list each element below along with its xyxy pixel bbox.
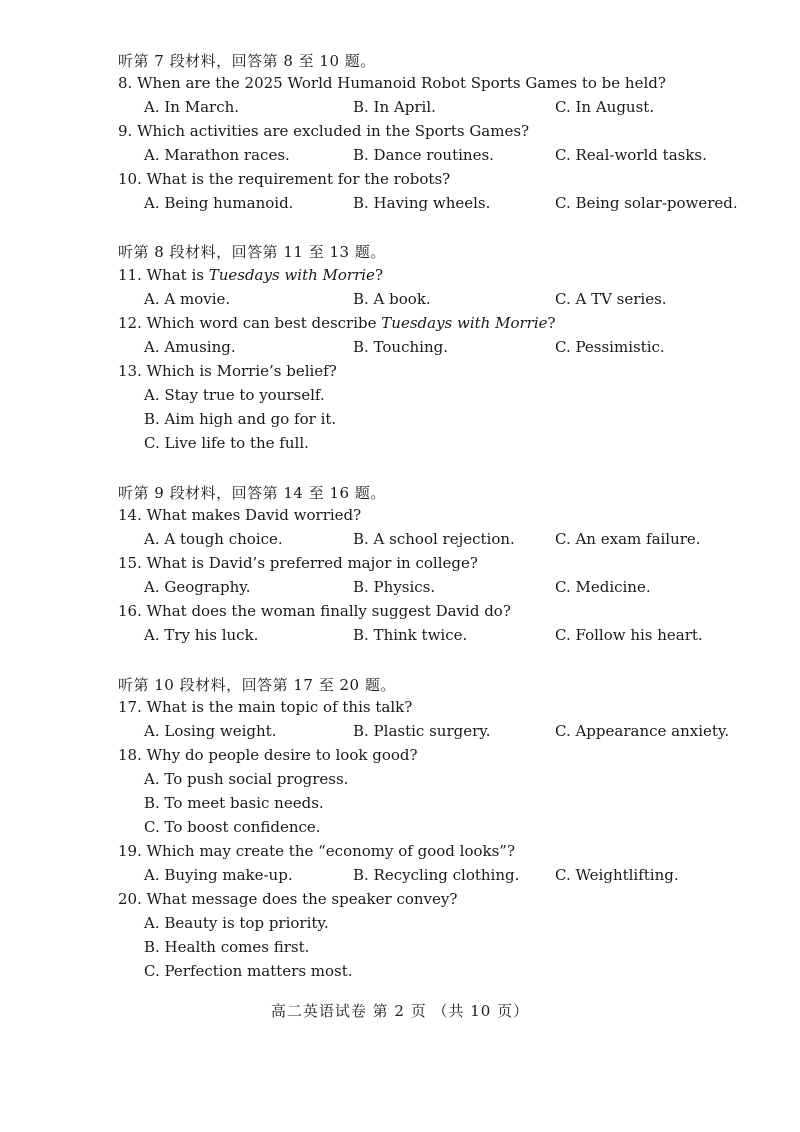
option-b: B. Dance routines. bbox=[353, 146, 494, 164]
question-stem: 14. What makes David worried? bbox=[118, 506, 362, 524]
option-a: A. Stay true to yourself. bbox=[144, 386, 325, 404]
option-a: A. Try his luck. bbox=[144, 626, 259, 644]
option-a: A. Geography. bbox=[144, 578, 251, 596]
option-c: C. Being solar-powered. bbox=[555, 194, 738, 212]
question-stem: 16. What does the woman finally suggest David do? bbox=[118, 602, 511, 620]
stem-text: 11. What is bbox=[118, 266, 209, 284]
option-b: B. Physics. bbox=[353, 578, 436, 596]
option-c: C. Pessimistic. bbox=[555, 338, 665, 356]
book-title: Tuesdays with Morrie bbox=[381, 314, 548, 332]
question-stem: 19. Which may create the “economy of good looks”? bbox=[118, 842, 516, 860]
question-stem: 15. What is David’s preferred major in college? bbox=[118, 554, 478, 572]
option-a: A. Losing weight. bbox=[144, 722, 277, 740]
option-c: C. Medicine. bbox=[555, 578, 651, 596]
option-c: C. Appearance anxiety. bbox=[555, 722, 730, 740]
option-a: A. A movie. bbox=[144, 290, 231, 308]
stem-text: 12. Which word can best describe bbox=[118, 314, 382, 332]
option-b: B. Think twice. bbox=[353, 626, 468, 644]
page-footer: 高二英语试卷 第 2 页 （共 10 页） bbox=[270, 1002, 530, 1020]
question-stem: 17. What is the main topic of this talk? bbox=[118, 698, 413, 716]
option-c: C. Perfection matters most. bbox=[144, 962, 353, 980]
option-c: C. To boost confidence. bbox=[144, 818, 321, 836]
option-a: A. Beauty is top priority. bbox=[144, 914, 329, 932]
question-stem: 13. Which is Morrie’s belief? bbox=[118, 362, 337, 380]
option-a: A. To push social progress. bbox=[144, 770, 349, 788]
stem-text: ? bbox=[547, 314, 556, 332]
section-heading: 听第 7 段材料，回答第 8 至 10 题。 bbox=[118, 52, 376, 70]
book-title: Tuesdays with Morrie bbox=[208, 266, 375, 284]
option-b: B. A school rejection. bbox=[353, 530, 515, 548]
option-c: C. Follow his heart. bbox=[555, 626, 703, 644]
option-b: B. Aim high and go for it. bbox=[144, 410, 337, 428]
question-stem: 10. What is the requirement for the robots? bbox=[118, 170, 451, 188]
option-a: A. Marathon races. bbox=[144, 146, 290, 164]
option-a: A. A tough choice. bbox=[144, 530, 283, 548]
stem-text: ? bbox=[374, 266, 383, 284]
option-b: B. A book. bbox=[353, 290, 431, 308]
option-a: A. Buying make-up. bbox=[144, 866, 293, 884]
option-a: A. In March. bbox=[144, 98, 240, 116]
option-c: C. Real-world tasks. bbox=[555, 146, 707, 164]
section-heading: 听第 10 段材料，回答第 17 至 20 题。 bbox=[118, 676, 396, 694]
option-b: B. Health comes first. bbox=[144, 938, 310, 956]
question-stem: 9. Which activities are excluded in the Sports Games? bbox=[118, 122, 530, 140]
option-c: C. Live life to the full. bbox=[144, 434, 309, 452]
section-heading: 听第 9 段材料，回答第 14 至 16 题。 bbox=[118, 484, 386, 502]
question-stem: 8. When are the 2025 World Humanoid Robot Sports Games to be held? bbox=[118, 74, 666, 92]
option-c: C. Weightlifting. bbox=[555, 866, 679, 884]
option-c: C. In August. bbox=[555, 98, 655, 116]
option-c: C. An exam failure. bbox=[555, 530, 701, 548]
option-c: C. A TV series. bbox=[555, 290, 667, 308]
option-b: B. In April. bbox=[353, 98, 436, 116]
option-a: A. Being humanoid. bbox=[144, 194, 294, 212]
question-stem: 18. Why do people desire to look good? bbox=[118, 746, 418, 764]
section-heading: 听第 8 段材料，回答第 11 至 13 题。 bbox=[118, 243, 386, 261]
option-b: B. Plastic surgery. bbox=[353, 722, 491, 740]
option-b: B. Having wheels. bbox=[353, 194, 491, 212]
option-a: A. Amusing. bbox=[144, 338, 236, 356]
option-b: B. Recycling clothing. bbox=[353, 866, 520, 884]
question-stem: 20. What message does the speaker convey? bbox=[118, 890, 458, 908]
question-stem bbox=[118, 314, 556, 332]
option-b: B. To meet basic needs. bbox=[144, 794, 324, 812]
option-b: B. Touching. bbox=[353, 338, 448, 356]
question-stem bbox=[118, 266, 383, 284]
